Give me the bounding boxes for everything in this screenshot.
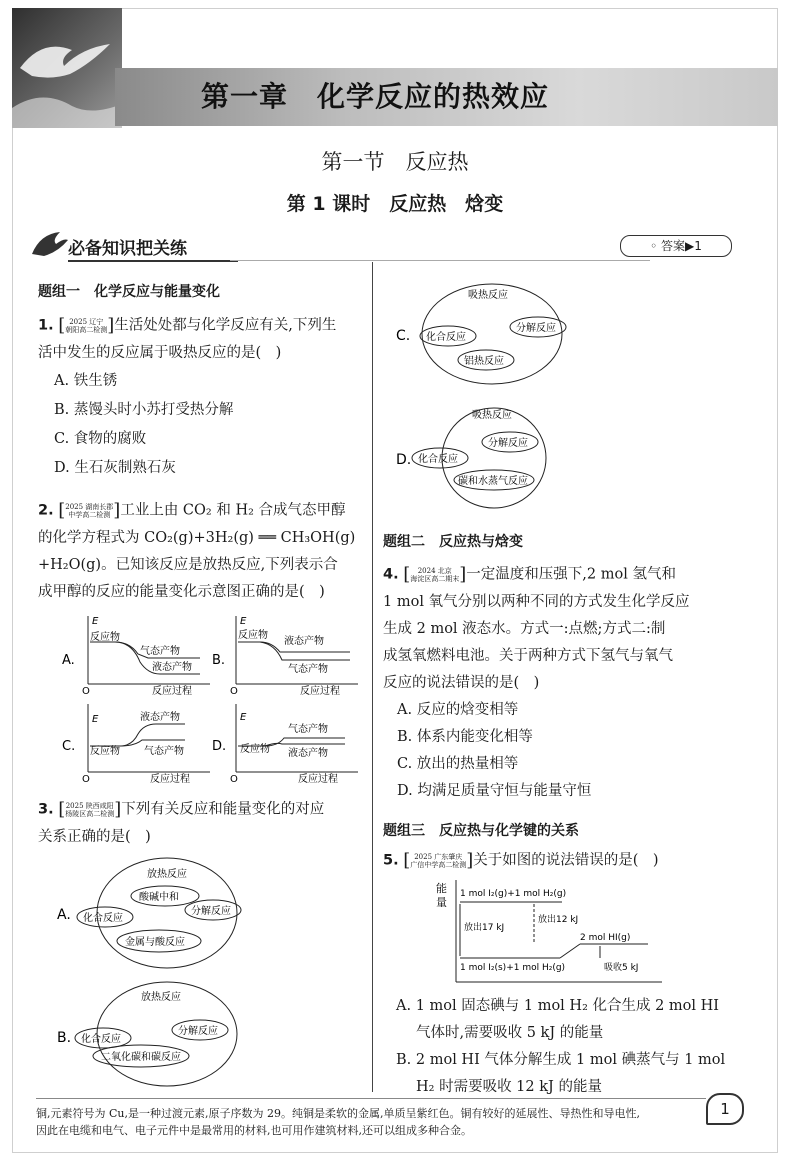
- graph-b-label: B.: [212, 653, 226, 668]
- practice-title: 必备知识把关练: [68, 239, 187, 259]
- graph-b-origin: O: [230, 686, 238, 697]
- graph-c-reactant: 反应物: [90, 746, 120, 757]
- venn-c-outer: 吸热反应: [468, 290, 508, 301]
- q4-source-tag: 2024 北京 海淀区高二期末: [410, 566, 460, 583]
- graph-d-label: D.: [212, 739, 227, 754]
- group3-title: 题组三 反应热与化学键的关系: [383, 823, 579, 839]
- venn-b-label: B.: [57, 1030, 72, 1046]
- q5-release-12: 放出12 kJ: [538, 915, 579, 925]
- venn-a-label: A.: [57, 907, 71, 923]
- q4-line2: 1 mol 氧气分别以两种不同的方式发生化学反应: [383, 593, 690, 610]
- q4-number: 4.: [383, 566, 399, 583]
- q3-stem-a: 下列有关反应和能量变化的对应: [121, 801, 325, 818]
- q2-graph-c[interactable]: [62, 704, 210, 785]
- group2-title: 题组二 反应热与焓变: [383, 534, 523, 550]
- q4-line1: 一定温度和压强下,2 mol 氢气和: [466, 566, 676, 583]
- question-5: 5. [ 2025 广东肇庆 广信中学高二检测]关于如图的说法错误的是( ): [383, 850, 659, 871]
- question-4: 4. [ 2024 北京 海淀区高二期末]一定温度和压强下,2 mol 氢气和 1 mol 氧气分别以两种不同的方式发生化学反应 生成 2 mol 液态水。方式一:点燃;方式二:制 成氢氧燃料电池。关于两种方式下氢气与氧气 反应的说法错误的是( ) A. 反应的焓变相等 B. 体系内能变化相等 C. 放出的热量相等 D. 均满足质量守恒与能量守恒: [383, 561, 723, 805]
- question-3: 3. [2025 陕西咸阳 杨陵区高二检测]下列有关反应和能量变化的对应 关系正确的是( ): [38, 796, 368, 851]
- q5-energy-diagram: [430, 878, 670, 988]
- q5-absorb-5: 吸收5 kJ: [604, 963, 639, 973]
- q2-line4: 成甲醇的反应的能量变化示意图正确的是( ): [38, 583, 325, 600]
- q4-option-c[interactable]: C. 放出的热量相等: [397, 755, 519, 772]
- question-1: 1. [ 2025 辽宁 朝阳高二检测]生活处处都与化学反应有关,下列生 活中发生的反应属于吸热反应的是( ) A. 铁生锈 B. 蒸馒头时小苏打受热分解 C. 食物的腐败 D. 生石灰制熟石灰: [38, 312, 368, 483]
- graph-c-label: C.: [62, 739, 76, 754]
- q2-line3: +H₂O(g)。已知该反应是放热反应,下列表示合: [38, 556, 338, 573]
- graph-b-e-axis: E: [240, 616, 247, 627]
- graph-a-origin: O: [82, 686, 90, 697]
- q1-option-d[interactable]: D. 生石灰制熟石灰: [54, 459, 176, 476]
- q2-graph-d[interactable]: [212, 704, 358, 785]
- q5-option-a-cont: 气体时,需要吸收 5 kJ 的能量: [416, 1025, 604, 1041]
- graph-d-gas: 气态产物: [288, 724, 328, 735]
- venn-c-e3: 铝热反应: [464, 356, 504, 367]
- q2-source-tag: 2025 湖南长郡 中学高二检测: [65, 502, 114, 519]
- graph-d-x-axis: 反应过程: [298, 774, 338, 785]
- lesson-title: 第 1 课时 反应热 焓变: [286, 193, 504, 215]
- q4-line4: 成氢氧燃料电池。关于两种方式下氢气与氧气: [383, 647, 673, 664]
- q5-options: [396, 993, 736, 1101]
- venn-d-e1: 分解反应: [488, 438, 528, 449]
- venn-a-e4: 金属与酸反应: [125, 937, 185, 948]
- q4-option-d[interactable]: D. 均满足质量守恒与能量守恒: [397, 782, 592, 799]
- q3-number: 3.: [38, 801, 54, 818]
- answer-tag-label: 答案▶1: [661, 239, 702, 253]
- bird-icon: [30, 228, 70, 262]
- graph-b-x-axis: 反应过程: [300, 686, 340, 697]
- graph-a-x-axis: 反应过程: [152, 686, 192, 697]
- footer-line1: 铜,元素符号为 Cu,是一种过渡元素,原子序数为 29。纯铜是柔软的金属,单质呈紫红色。铜有较好的延展性、导热性和导电性,: [36, 1107, 640, 1120]
- venn-b-e1: 化合反应: [81, 1034, 121, 1045]
- venn-d-e2: 化合反应: [418, 454, 458, 465]
- graph-a-e-axis: E: [92, 616, 99, 627]
- q2-energy-graphs: [60, 612, 360, 788]
- q5-hi-level: 2 mol HI(g): [580, 933, 631, 943]
- q5-top-level: 1 mol I₂(g)+1 mol H₂(g): [460, 889, 567, 899]
- graph-d-e-axis: E: [240, 712, 247, 723]
- q2-line1: 工业上由 CO₂ 和 H₂ 合成气态甲醇: [120, 502, 346, 519]
- q1-option-b[interactable]: B. 蒸馒头时小苏打受热分解: [54, 401, 234, 418]
- q2-line2: 的化学方程式为 CO₂(g)+3H₂(g) ══ CH₃OH(g): [38, 529, 356, 546]
- venn-c-e1: 化合反应: [426, 332, 466, 343]
- graph-b-gas: 气态产物: [288, 664, 328, 675]
- q1-source-tag: 2025 辽宁 朝阳高二检测: [65, 317, 108, 334]
- q5-number: 5.: [383, 852, 399, 869]
- circle-icon: ◦: [650, 239, 662, 253]
- venn-b-e2: 分解反应: [178, 1026, 218, 1037]
- venn-a-e3: 分解反应: [191, 906, 231, 917]
- answer-tag[interactable]: [620, 235, 732, 257]
- q1-option-a[interactable]: A. 铁生锈: [54, 372, 118, 389]
- bird-logo-image: [12, 8, 122, 128]
- graph-c-x-axis: 反应过程: [150, 774, 190, 785]
- q4-option-b[interactable]: B. 体系内能变化相等: [397, 728, 533, 745]
- graph-c-liquid: 液态产物: [140, 712, 180, 723]
- venn-a-outer: 放热反应: [147, 869, 187, 880]
- venn-c-e2: 分解反应: [516, 323, 556, 334]
- q2-graph-b[interactable]: [212, 616, 358, 697]
- q3-venn-a[interactable]: [55, 855, 255, 973]
- section-title: 第一节 反应热: [321, 150, 469, 174]
- q3-venn-c[interactable]: [390, 280, 590, 390]
- question-2: 2. [2025 湖南长郡 中学高二检测 ]工业上由 CO₂ 和 H₂ 合成气态甲醇 的化学方程式为 CO₂(g)+3H₂(g) ══ CH₃OH(g) +H₂O(g)。已知该反应是放热反应,下列表示合 成甲醇的反应的能量变化示意图正确的是( ): [38, 497, 368, 606]
- q2-graph-a[interactable]: [62, 616, 210, 697]
- venn-d-label: D.: [396, 452, 412, 468]
- group1-title: 题组一 化学反应与能量变化: [38, 284, 220, 300]
- graph-d-origin: O: [230, 774, 238, 785]
- q4-line3: 生成 2 mol 液态水。方式一:点燃;方式二:制: [383, 620, 666, 637]
- q5-source-tag: 2025 广东肇庆 广信中学高二检测: [410, 852, 467, 869]
- chapter-title: 第一章 化学反应的热效应: [200, 80, 549, 113]
- q5-option-b[interactable]: B. 2 mol HI 气体分解生成 1 mol 碘蒸气与 1 mol: [396, 1052, 726, 1068]
- q3-stem-b: 关系正确的是( ): [38, 828, 151, 845]
- q5-option-b-cont: H₂ 时需要吸收 12 kJ 的能量: [416, 1079, 602, 1095]
- q5-y-label-2: 量: [436, 896, 447, 909]
- footer-line2: 因此在电缆和电气、电子元件中是最常用的材料,也可用作建筑材料,还可以组成多种合金。: [36, 1124, 472, 1137]
- graph-c-e-axis: E: [92, 714, 99, 725]
- venn-c-label: C.: [396, 328, 411, 344]
- q5-option-a[interactable]: A. 1 mol 固态碘与 1 mol H₂ 化合生成 2 mol HI: [396, 998, 720, 1014]
- q1-option-c[interactable]: C. 食物的腐败: [54, 430, 147, 447]
- graph-a-liquid: 液态产物: [152, 662, 192, 673]
- q5-y-label-1: 能: [436, 882, 447, 895]
- column-divider: [372, 262, 373, 1092]
- graph-a-reactant: 反应物: [90, 632, 120, 643]
- graph-a-gas: 气态产物: [140, 646, 180, 657]
- venn-b-e3: 二氧化碳和碳反应: [101, 1052, 181, 1063]
- practice-header: [30, 238, 760, 262]
- q3-venn-d[interactable]: [390, 402, 590, 514]
- q4-line5: 反应的说法错误的是( ): [383, 674, 540, 691]
- venn-d-outer: 吸热反应: [472, 410, 512, 421]
- graph-a-label: A.: [62, 653, 75, 668]
- page-number: 1: [706, 1093, 744, 1125]
- venn-b-outer: 放热反应: [141, 992, 181, 1003]
- q5-release-17: 放出17 kJ: [464, 923, 505, 933]
- q5-bottom-level: 1 mol I₂(s)+1 mol H₂(g): [460, 963, 566, 973]
- graph-d-reactant: 反应物: [240, 744, 270, 755]
- graph-b-liquid: 液态产物: [284, 636, 324, 647]
- q1-stem-b: 活中发生的反应属于吸热反应的是( ): [38, 344, 282, 361]
- q3-venn-b[interactable]: [55, 980, 255, 1092]
- venn-d-e3: 碳和水蒸气反应: [458, 476, 528, 487]
- graph-c-gas: 气态产物: [144, 746, 184, 757]
- graph-d-liquid: 液态产物: [288, 748, 328, 759]
- venn-a-e1: 酸碱中和: [139, 892, 179, 903]
- q1-number: 1.: [38, 317, 54, 334]
- q1-stem-a: 生活处处都与化学反应有关,下列生: [114, 317, 337, 334]
- q5-stem: 关于如图的说法错误的是( ): [473, 852, 659, 869]
- venn-a-e2: 化合反应: [83, 913, 123, 924]
- q2-number: 2.: [38, 502, 54, 519]
- graph-b-reactant: 反应物: [238, 630, 268, 641]
- graph-c-origin: O: [82, 774, 90, 785]
- q4-option-a[interactable]: A. 反应的焓变相等: [397, 701, 519, 718]
- q3-source-tag: 2025 陕西咸阳 杨陵区高二检测: [65, 801, 115, 818]
- footer-note: [36, 1105, 696, 1139]
